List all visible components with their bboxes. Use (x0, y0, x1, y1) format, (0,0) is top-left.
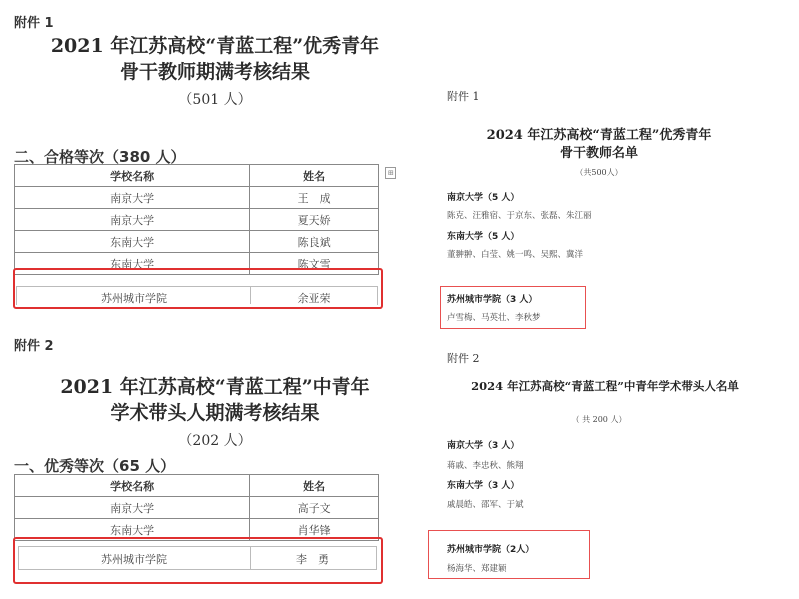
right-doc2-attachment-label: 附件 2 (447, 352, 480, 365)
left-doc1-total: （501 人） (178, 92, 252, 108)
right-doc1-highlight-school: 苏州城市学院（3 人） (447, 295, 538, 305)
right-doc2-total: （ 共 200 人） (571, 415, 627, 424)
right-doc2-title: 2024 年江苏高校“青蓝工程”中青年学术带头人名单 (471, 379, 739, 393)
cell-school: 南京大学 (15, 497, 250, 519)
table-handle-icon[interactable]: ⊞ (385, 167, 396, 179)
right-doc2-school: 东南大学（3 人） (447, 481, 520, 491)
cell-name: 王 成 (250, 187, 379, 209)
cell-school: 东南大学 (15, 519, 250, 541)
header-name: 姓名 (250, 475, 379, 497)
right-doc1-title-line1: 2024 年江苏高校“青蓝工程”优秀青年 (486, 128, 712, 143)
header-school: 学校名称 (15, 475, 250, 497)
left-doc1-title-line2: 骨干教师期满考核结果 (119, 61, 310, 83)
table-header-row (15, 165, 379, 187)
right-doc1-school: 南京大学（5 人） (447, 193, 520, 203)
header-school: 学校名称 (15, 165, 250, 187)
table-row (15, 497, 379, 519)
cell-school: 东南大学 (15, 231, 250, 253)
highlight-school: 苏州城市学院 (101, 553, 167, 566)
highlight-school: 苏州城市学院 (101, 292, 167, 305)
cell-school: 南京大学 (15, 209, 250, 231)
left-doc2-attachment-label: 附件 2 (14, 339, 54, 354)
table-row (15, 187, 379, 209)
cell-name: 陈文雪 (250, 253, 379, 275)
right-doc2-school: 南京大学（3 人） (447, 441, 520, 451)
table-row (15, 209, 379, 231)
left-doc2-section-heading: 一、优秀等次（65 人） (14, 457, 176, 475)
highlight-name: 余亚荣 (297, 292, 331, 305)
cell-name: 陈良斌 (250, 231, 379, 253)
highlight-name: 李 勇 (296, 553, 329, 566)
cell-name: 夏天娇 (250, 209, 379, 231)
right-doc1-highlight-names: 卢雪梅、马英壮、李秋梦 (447, 313, 541, 323)
left-doc1-section-heading: 二、合格等次（380 人） (14, 148, 186, 166)
right-doc1-attachment-label: 附件 1 (447, 90, 480, 103)
left-doc2-title-line2: 学术带头人期满考核结果 (110, 402, 320, 424)
left-doc1-attachment-label: 附件 1 (14, 16, 54, 31)
left-doc2-total: （202 人） (178, 433, 252, 449)
left-doc1-table (14, 164, 379, 275)
table-row (15, 231, 379, 253)
right-doc2-highlight-names: 杨海华、郑建颖 (447, 564, 507, 574)
right-doc1-names: 董翀翀、白莹、姚一鸣、吴熙、冀洋 (447, 250, 584, 260)
right-doc2-names: 蒋戚、李忠秋、熊翔 (447, 461, 524, 471)
right-doc1-total: （共500人） (575, 168, 623, 177)
cell-name: 肖华锋 (250, 519, 379, 541)
cell-school: 东南大学 (15, 253, 250, 275)
right-doc2-names: 戚晨皓、邵军、于斌 (447, 500, 524, 510)
cell-school: 南京大学 (15, 187, 250, 209)
right-doc1-names: 陈克、汪雅宿、于京东、张磊、朱江丽 (447, 211, 592, 221)
cell-name: 高子文 (250, 497, 379, 519)
left-doc2-table (14, 474, 379, 541)
header-name: 姓名 (250, 165, 379, 187)
table-header-row (15, 475, 379, 497)
right-doc1-title-line2: 骨干教师名单 (559, 146, 638, 161)
left-doc1-title-line1: 2021 年江苏高校“青蓝工程”优秀青年 (50, 35, 380, 57)
left-doc2-title-line1: 2021 年江苏高校“青蓝工程”中青年 (60, 376, 370, 398)
right-doc2-highlight-school: 苏州城市学院（2人） (447, 545, 535, 555)
right-doc1-school: 东南大学（5 人） (447, 232, 520, 242)
